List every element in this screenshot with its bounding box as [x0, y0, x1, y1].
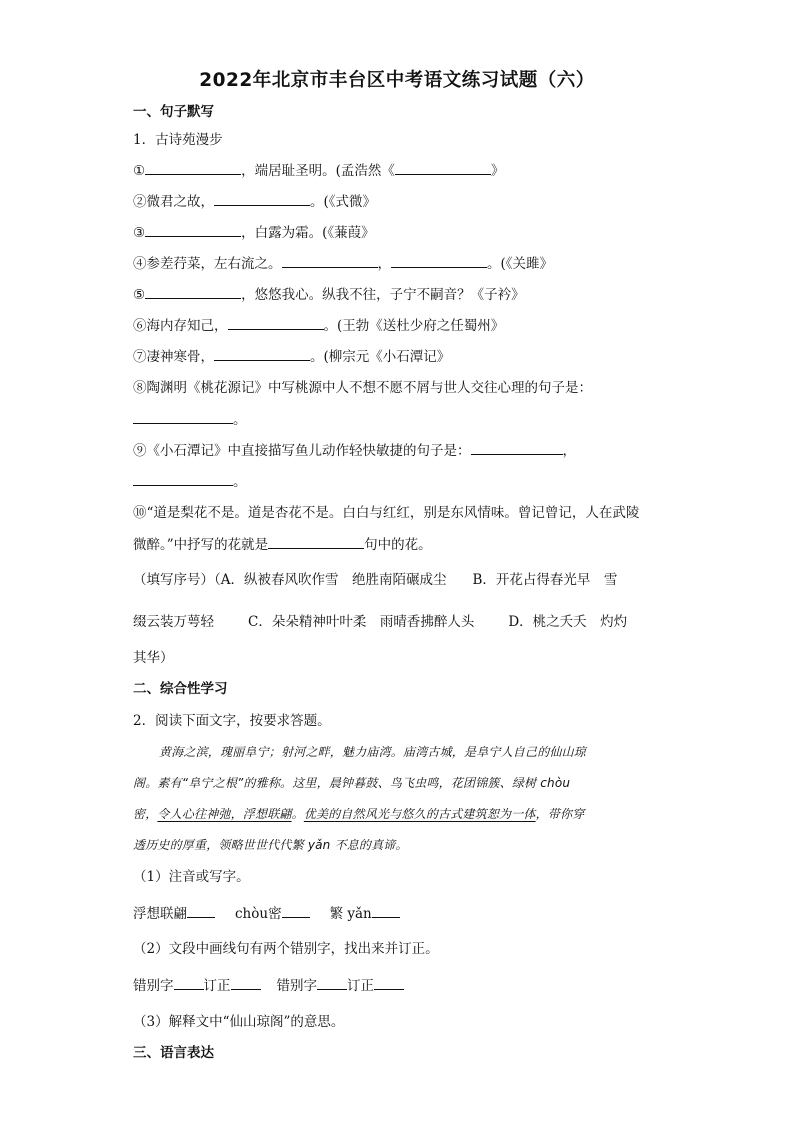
- question-1-stem: 1．古诗苑漫步: [133, 132, 223, 148]
- poem-line-4: ④参差荇菜，左右流之。 ， 。(《关雎》: [133, 253, 673, 274]
- sub-question-2: （2）文段中画线句有两个错别字，找出来并订正。: [133, 941, 439, 957]
- poem-line-2: ②微君之故， 。(《式微》: [133, 191, 673, 212]
- answer-blank[interactable]: [391, 253, 487, 268]
- poem-line-8-answer: 。: [133, 409, 673, 430]
- section-heading-3: 三、语言表达: [133, 1045, 214, 1061]
- answer-blank[interactable]: [374, 975, 404, 990]
- answer-blank[interactable]: [133, 471, 233, 486]
- answer-blank[interactable]: [231, 975, 261, 990]
- sub-question-2-answers: 错别字 订正 错别字 订正: [133, 975, 673, 996]
- answer-blank[interactable]: [145, 284, 241, 299]
- answer-blank[interactable]: [268, 534, 364, 549]
- sub-question-3: （3）解释文中“仙山琼阁”的意思。: [133, 1014, 345, 1030]
- choice-line-1: （填写序号）（A．纵被春风吹作雪 绝胜南陌碾成尘 B．开花占得春光早 雪: [133, 572, 618, 588]
- underlined-sentence-1: 令人心往神弛，浮想联翩: [157, 807, 292, 821]
- choice-line-3: 其华）: [133, 650, 174, 666]
- section-heading-2: 二、综合性学习: [133, 681, 228, 697]
- answer-blank[interactable]: [174, 975, 204, 990]
- sub-question-1: （1）注音或写字。: [133, 869, 250, 885]
- question-2-stem: 2．阅读下面文字，按要求答题。: [133, 713, 331, 729]
- sub-question-1-answers: 浮想联翩 chòu密 繁 yǎn: [133, 903, 673, 924]
- poem-line-6: ⑥海内存知己， 。(王勃《送杜少府之任蜀州》: [133, 315, 673, 336]
- passage-line-1: 黄海之滨，瑰丽阜宁；射河之畔，魅力庙湾。庙湾古城，是阜宁人自己的仙山琼: [159, 745, 587, 759]
- answer-blank[interactable]: [187, 903, 215, 918]
- poem-line-9: ⑨《小石潭记》中直接描写鱼儿动作轻快敏捷的句子是： ，: [133, 440, 673, 461]
- poem-line-11: 微醉。”中抒写的花就是 句中的花。: [133, 534, 673, 555]
- underlined-sentence-2: 优美的自然风光与悠久的古式建筑恕为一体: [303, 807, 536, 821]
- answer-blank[interactable]: [133, 409, 233, 424]
- answer-blank[interactable]: [282, 903, 310, 918]
- answer-blank[interactable]: [228, 315, 324, 330]
- answer-blank[interactable]: [395, 160, 491, 175]
- passage-line-4: 透历史的厚重，领略世世代代繁 yǎn 不息的真谛。: [133, 838, 408, 852]
- poem-line-9-answer: 。: [133, 471, 673, 492]
- choice-line-2: 缀云装万萼轻 C．朵朵精神叶叶柔 雨晴香拂醉人头 D．桃之夭夭 灼灼: [133, 614, 628, 630]
- poem-line-5: ⑤ ，悠悠我心。纵我不往，子宁不嗣音？《子衿》: [133, 284, 673, 305]
- answer-blank[interactable]: [282, 253, 378, 268]
- answer-blank[interactable]: [214, 346, 310, 361]
- answer-blank[interactable]: [145, 160, 241, 175]
- section-heading-1: 一、句子默写: [133, 104, 214, 120]
- answer-blank[interactable]: [145, 222, 241, 237]
- poem-line-8: ⑧陶渊明《桃花源记》中写桃源中人不想不愿不屑与世人交往心理的句子是：: [133, 380, 592, 396]
- passage-line-3: 密，令人心往神弛，浮想联翩。优美的自然风光与悠久的古式建筑恕为一体，带你穿: [133, 807, 585, 821]
- poem-line-3: ③ ，白露为霜。(《蒹葭》: [133, 222, 673, 243]
- passage-line-2: 阁。素有“阜宁之根”的雅称。这里，晨钟暮鼓、鸟飞虫鸣，花团锦簇、绿树 chòu: [133, 776, 571, 790]
- poem-line-7: ⑦凄神寒骨， 。(柳宗元《小石潭记》: [133, 346, 673, 367]
- poem-line-10: ⑩“道是梨花不是。道是杏花不是。白白与红红，别是东风情味。曾记曾记，人在武陵: [133, 505, 640, 521]
- answer-blank[interactable]: [471, 440, 563, 455]
- answer-blank[interactable]: [317, 975, 347, 990]
- poem-line-1: ① ，端居耻圣明。(孟浩然《 》: [133, 160, 673, 181]
- answer-blank[interactable]: [372, 903, 400, 918]
- page-title: 2022年北京市丰台区中考语文练习试题（六）: [199, 70, 595, 91]
- answer-blank[interactable]: [214, 191, 310, 206]
